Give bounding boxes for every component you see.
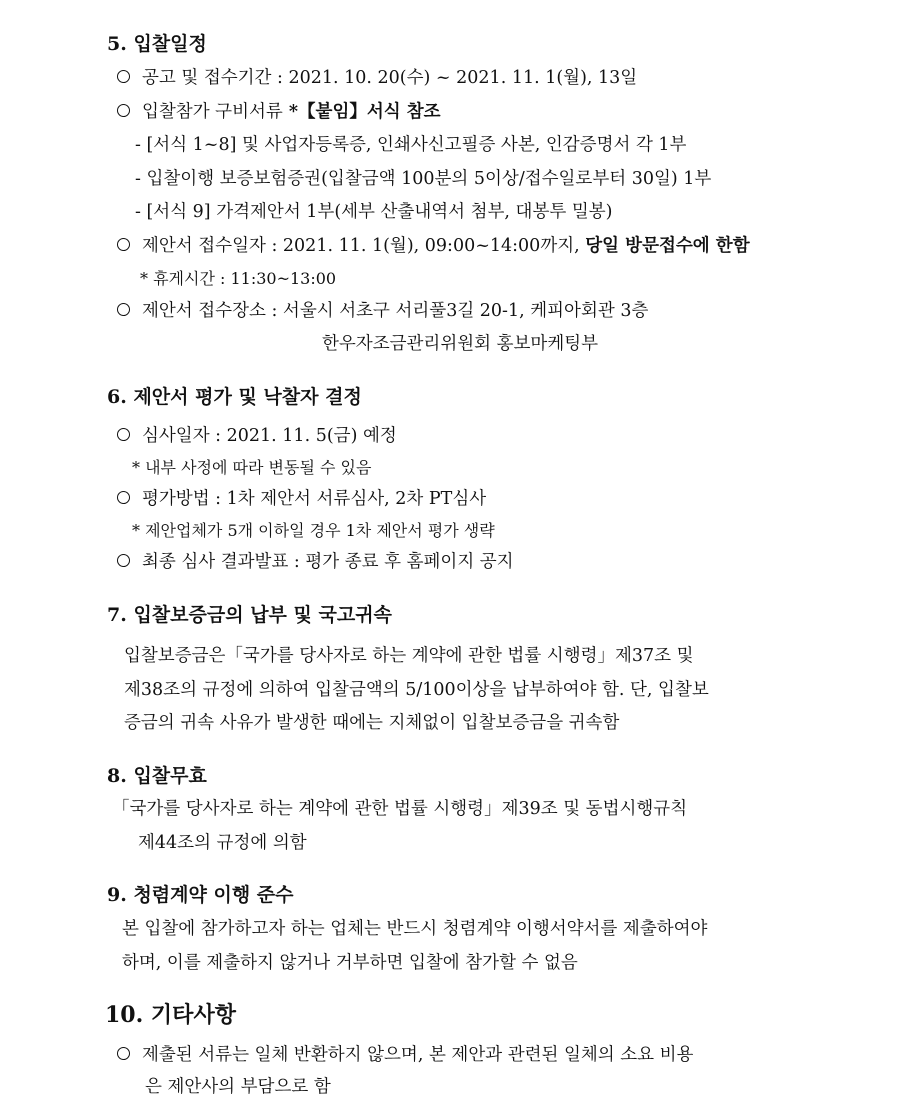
- review-date-text: 심사일자 : 2021. 11. 5(금) 예정: [142, 426, 397, 446]
- attachment-reference: *【붙임】서식 참조: [282, 102, 441, 122]
- misc-item-continued: 은 제안사의 부담으로 함: [145, 1077, 331, 1097]
- final-announcement-text: 최종 심사 결과발표 : 평가 종료 후 홈페이지 공지: [142, 552, 514, 572]
- evaluation-method-note: * 제안업체가 5개 이하일 경우 1차 제안서 평가 생략: [132, 521, 495, 540]
- invalid-bid-line: 제44조의 규정에 의함: [138, 833, 307, 853]
- required-doc-item: - [서식 1~8] 및 사업자등록증, 인쇄사신고필증 사본, 인감증명서 각 1부: [135, 135, 687, 155]
- required-doc-item: - 입찰이행 보증보험증권(입찰금액 100분의 5이상/접수일로부터 30일) 1부: [135, 169, 712, 189]
- circle-bullet-icon: [117, 303, 130, 316]
- circle-bullet-icon: [117, 1047, 130, 1060]
- circle-bullet-icon: [117, 554, 130, 567]
- submission-date: [117, 234, 750, 258]
- circle-bullet-icon: [117, 104, 130, 117]
- section-10-title: 10. 기타사항: [105, 1002, 236, 1028]
- section-9-title: 9. 청렴계약 이행 준수: [107, 884, 294, 906]
- submission-date-text: 제안서 접수일자 : 2021. 11. 1(월), 09:00~14:00까지,: [142, 236, 586, 256]
- circle-bullet-icon: [117, 70, 130, 83]
- visit-only-note: 당일 방문접수에 한함: [585, 236, 750, 256]
- submission-place: [117, 299, 648, 323]
- integrity-line: 본 입찰에 참가하고자 하는 업체는 반드시 청렴계약 이행서약서를 제출하여야: [122, 919, 708, 939]
- required-docs-label: 입찰참가 구비서류: [142, 102, 283, 122]
- misc-item: [117, 1043, 693, 1067]
- evaluation-method: [117, 487, 486, 511]
- invalid-bid-line: 「국가를 당사자로 하는 계약에 관한 법률 시행령」제39조 및 동법시행규칙: [112, 799, 688, 819]
- required-docs: [117, 100, 441, 124]
- section-6-title: 6. 제안서 평가 및 낙찰자 결정: [107, 386, 362, 408]
- review-date: [117, 424, 397, 448]
- section-5-title: 5. 입찰일정: [107, 33, 207, 55]
- review-date-note: * 내부 사정에 따라 변동될 수 있음: [132, 458, 372, 477]
- final-announcement: [117, 550, 514, 574]
- circle-bullet-icon: [117, 428, 130, 441]
- required-doc-item: - [서식 9] 가격제안서 1부(세부 산출내역서 첨부, 대봉투 밀봉): [135, 202, 613, 222]
- deposit-paragraph-line: 입찰보증금은「국가를 당사자로 하는 계약에 관한 법률 시행령」제37조 및: [124, 646, 694, 666]
- integrity-line: 하며, 이를 제출하지 않거나 거부하면 입찰에 참가할 수 없음: [122, 953, 578, 973]
- section-8-title: 8. 입찰무효: [107, 765, 207, 787]
- deposit-paragraph-line: 증금의 귀속 사유가 발생한 때에는 지체없이 입찰보증금을 귀속함: [124, 713, 620, 733]
- section-7-title: 7. 입찰보증금의 납부 및 국고귀속: [107, 604, 392, 626]
- evaluation-method-text: 평가방법 : 1차 제안서 서류심사, 2차 PT심사: [142, 489, 487, 509]
- bid-period-text: 공고 및 접수기간 : 2021. 10. 20(수) ~ 2021. 11. 1(월), 13일: [142, 68, 638, 88]
- break-time-note: * 휴게시간 : 11:30~13:00: [140, 269, 337, 288]
- bid-period: [117, 66, 637, 90]
- submission-department: 한우자조금관리위원회 홍보마케팅부: [322, 334, 599, 354]
- deposit-paragraph-line: 제38조의 규정에 의하여 입찰금액의 5/100이상을 납부하여야 함. 단, 입찰보: [124, 680, 709, 700]
- misc-item-text: 제출된 서류는 일체 반환하지 않으며, 본 제안과 관련된 일체의 소요 비용: [142, 1045, 694, 1065]
- submission-place-text: 제안서 접수장소 : 서울시 서초구 서리풀3길 20-1, 케피아회관 3층: [142, 301, 649, 321]
- circle-bullet-icon: [117, 238, 130, 251]
- circle-bullet-icon: [117, 491, 130, 504]
